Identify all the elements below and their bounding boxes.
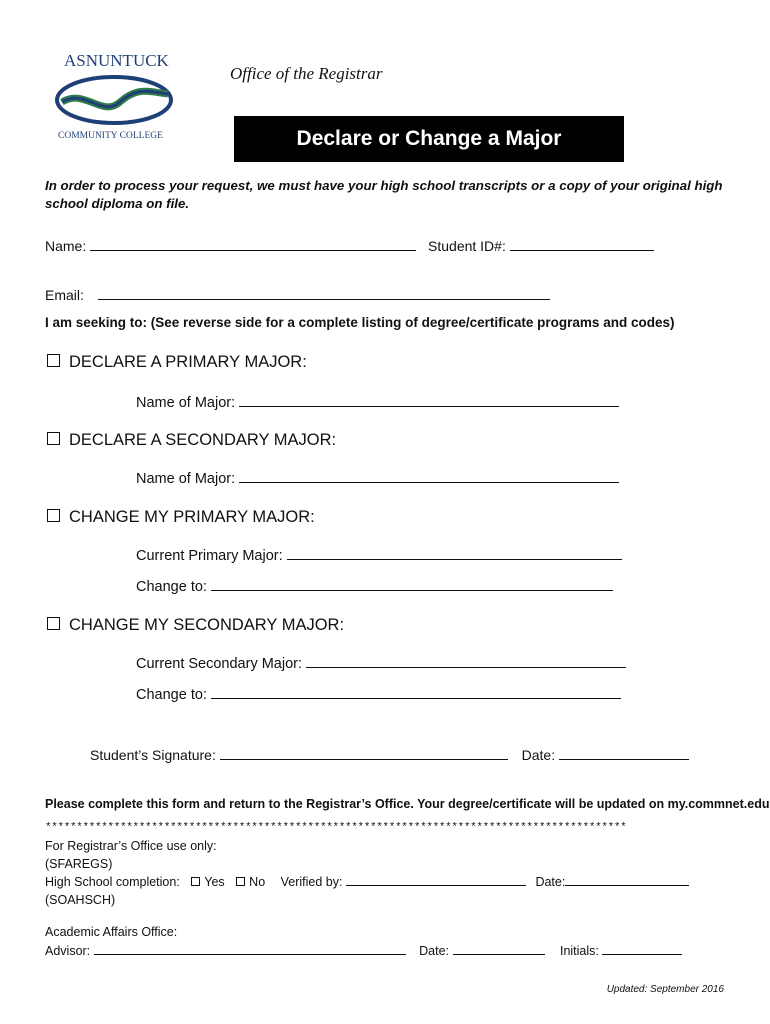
signature-field[interactable] <box>220 745 508 760</box>
signature-date-field[interactable] <box>559 745 689 760</box>
hs-completion-row <box>45 873 689 892</box>
change-secondary-option[interactable] <box>47 616 344 635</box>
academic-section <box>45 924 682 960</box>
declare-primary-option[interactable] <box>47 353 307 372</box>
updated-note: Updated: September 2016 <box>606 984 724 995</box>
initials-field[interactable] <box>602 942 682 955</box>
hs-no-option[interactable] <box>236 875 265 889</box>
name-field[interactable] <box>90 236 416 251</box>
change-primary-to-field[interactable] <box>211 576 613 591</box>
declare-secondary-option[interactable] <box>47 431 336 450</box>
signature-label: Student’s Signature: <box>90 747 216 763</box>
current-secondary-major-field[interactable] <box>306 653 626 668</box>
logo-bottom-text: COMMUNITY COLLEGE <box>58 131 163 141</box>
declare-primary-major-label: Name of Major: <box>136 395 236 411</box>
registrar-heading: For Registrar’s Office use only: <box>45 839 217 853</box>
change-primary-to-label: Change to: <box>136 579 207 595</box>
change-primary-label: CHANGE MY PRIMARY MAJOR: <box>69 508 315 526</box>
change-primary-to-row <box>136 576 613 595</box>
declare-secondary-major-row <box>136 468 619 487</box>
seeking-text: I am seeking to: (See reverse side for a complete listing of degree/certificate programs and codes) <box>45 315 675 330</box>
initials-label: Initials: <box>559 943 599 958</box>
registrar-section <box>45 838 689 909</box>
change-secondary-label: CHANGE MY SECONDARY MAJOR: <box>69 616 345 634</box>
name-label: Name: <box>45 238 87 254</box>
change-primary-option[interactable] <box>47 508 315 527</box>
hs-no-label: No <box>249 875 266 889</box>
hs-yes-checkbox[interactable] <box>191 877 200 886</box>
divider-stars: ********************************************************************************************* <box>45 822 627 834</box>
signature-date-label: Date: <box>521 747 556 763</box>
hs-yes-label: Yes <box>204 875 225 889</box>
registrar-date-label: Date: <box>535 875 566 889</box>
advisor-field[interactable] <box>94 942 406 955</box>
current-primary-major-field[interactable] <box>287 545 622 560</box>
academic-date-field[interactable] <box>453 942 545 955</box>
change-secondary-to-row <box>136 684 621 703</box>
current-primary-major-row <box>136 545 622 564</box>
academic-heading: Academic Affairs Office: <box>45 925 178 939</box>
declare-primary-checkbox[interactable] <box>47 354 60 367</box>
student-id-field[interactable] <box>510 236 654 251</box>
registrar-code-soahsch: (SOAHSCH) <box>45 892 116 907</box>
verified-by-field[interactable] <box>346 873 526 886</box>
registrar-code-sfaregs: (SFAREGS) <box>45 856 113 871</box>
registrar-date-field[interactable] <box>565 873 689 886</box>
office-title: Office of the Registrar <box>230 64 383 83</box>
declare-primary-major-row <box>136 392 619 411</box>
change-secondary-checkbox[interactable] <box>47 617 60 630</box>
change-primary-checkbox[interactable] <box>47 509 60 522</box>
declare-secondary-major-field[interactable] <box>239 468 619 483</box>
declare-primary-label: DECLARE A PRIMARY MAJOR: <box>69 353 307 371</box>
change-secondary-to-label: Change to: <box>136 687 207 703</box>
form-title-bar <box>234 116 624 162</box>
hs-no-checkbox[interactable] <box>236 877 245 886</box>
intro-text: In order to process your request, we must have your high school transcripts or a copy of your original high school diploma on file. <box>45 178 723 211</box>
academic-date-label: Date: <box>419 943 450 958</box>
name-row <box>45 236 654 254</box>
email-field[interactable] <box>98 285 550 300</box>
declare-secondary-checkbox[interactable] <box>47 432 60 445</box>
declare-secondary-major-label: Name of Major: <box>136 471 236 487</box>
college-logo <box>50 42 178 142</box>
email-label: Email: <box>45 287 84 303</box>
declare-secondary-label: DECLARE A SECONDARY MAJOR: <box>69 431 337 449</box>
advisor-row <box>45 942 682 961</box>
current-primary-major-label: Current Primary Major: <box>136 548 283 564</box>
complete-note: Please complete this form and return to the Registrar’s Office. Your degree/certificate will be updated on my.commnet.edu <box>45 797 770 811</box>
form-title: Declare or Change a Major <box>296 127 562 150</box>
declare-primary-major-field[interactable] <box>239 392 619 407</box>
verified-by-label: Verified by: <box>280 875 343 889</box>
signature-row <box>90 745 689 763</box>
student-id-label: Student ID#: <box>428 238 506 254</box>
current-secondary-major-label: Current Secondary Major: <box>136 656 303 672</box>
logo-top-text: ASNUNTUCK <box>64 51 169 70</box>
hs-yes-option[interactable] <box>191 875 224 889</box>
advisor-label: Advisor: <box>45 943 91 958</box>
current-secondary-major-row <box>136 653 626 672</box>
hs-completion-label: High School completion: <box>45 875 180 889</box>
email-row <box>45 285 550 303</box>
change-secondary-to-field[interactable] <box>211 684 621 699</box>
